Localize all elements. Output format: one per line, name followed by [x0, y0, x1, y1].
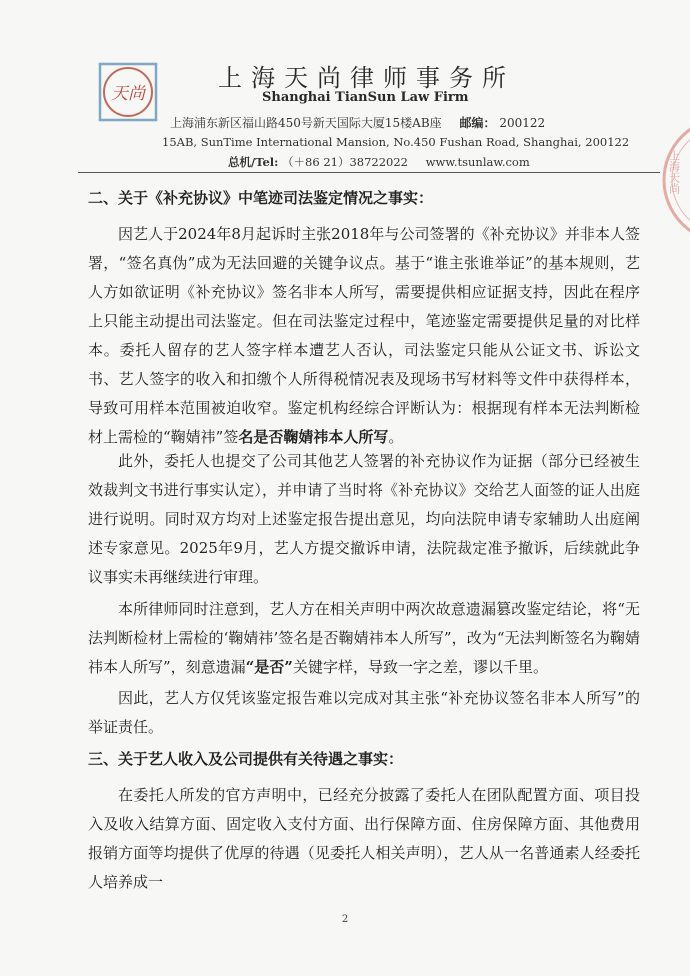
firm-name-en: Shanghai TianSun Law Firm: [262, 90, 469, 105]
page-number: 2: [341, 914, 349, 925]
section-3-heading: 三、关于艺人收入及公司提供有关待遇之事实：: [88, 750, 404, 768]
tel-value: （＋86 21）38722022: [282, 155, 408, 169]
section-2-paragraph-4: 因此，艺人方仅凭该鉴定报告难以完成对其主张“补充协议签名非本人所写”的举证责任。: [88, 689, 640, 736]
zip-label: 邮编：: [459, 116, 496, 130]
address-en: 15AB, SunTime International Mansion, No.450 Fushan Road, Shanghai, 200122: [162, 135, 630, 149]
section-2-paragraph-2: 此外，委托人也提交了公司其他艺人签署的补充协议作为证据（部分已经被生效裁判文书进行事实认定），并申请了当时将《补充协议》交给艺人面签的证人出庭进行说明。同时双方均对上述鉴定报告提出意见，均向法院申请专家辅助人出庭阐述专家意见。2025年9月，艺人方提交撤诉申请，法院裁定准予撤诉，后续就此争议事实未再继续进行审理。: [88, 452, 640, 586]
firm-logo: [96, 60, 160, 124]
address-cn-line: [170, 114, 545, 131]
section-2-paragraph-3: 本所律师同时注意到，艺人方在相关声明中两次故意遗漏篡改鉴定结论，将“无法判断检材上需检的‘鞠婧祎’签名是否鞠婧祎本人所写”，改为“无法判断签名为鞠婧祎本人所写”，刻意遗漏“是否”关键字样，导致一字之差，谬以千里。: [88, 600, 640, 676]
section-2-heading: 二、关于《补充协议》中笔迹司法鉴定情况之事实：: [88, 189, 434, 207]
header-divider: [78, 172, 660, 173]
contact-line: [228, 154, 530, 170]
seal-stamp: [660, 100, 690, 260]
tel-label: 总机/Tel:: [228, 155, 279, 169]
logo-text: 天尚: [111, 84, 145, 104]
website: www.tsunlaw.com: [425, 155, 530, 169]
section-2-paragraph-1: 因艺人于2024年8月起诉时主张2018年与公司签署的《补充协议》并非本人签署，“签名真伪”成为无法回避的关键争议点。基于“谁主张谁举证”的基本规则，艺人方如欲证明《补充协议》签名非本人所写，需要提供相应证据支持，因此在程序上只能主动提出司法鉴定。但在司法鉴定过程中，笔迹鉴定需要提供足量的对比样本。委托人留存的艺人签字样本遭艺人否认，司法鉴定只能从公证文书、诉讼文书、艺人签字的收入和扣缴个人所得税情况表及现场书写材料等文件中获得样本，导致可用样本范围被迫收窄。鉴定机构经综合评断认为：根据现有样本无法判断检材上需检的“鞠婧祎”签名是否鞠婧祎本人所写。: [88, 225, 640, 446]
address-cn: 上海浦东新区福山路450号新天国际大厦15楼AB座: [170, 116, 442, 130]
seal-text: 上海天尚: [667, 150, 681, 194]
zip-value: 200122: [499, 116, 546, 130]
section-3-paragraph-1: 在委托人所发的官方声明中，已经充分披露了委托人在团队配置方面、项目投入及收入结算方面、固定收入支付方面、出行保障方面、住房保障方面、其他费用报销方面等均提供了优厚的待遇（见委托人相关声明），艺人从一名普通素人经委托人培养成一: [88, 786, 640, 891]
firm-name-cn: 上海天尚律师事务所: [218, 64, 515, 92]
